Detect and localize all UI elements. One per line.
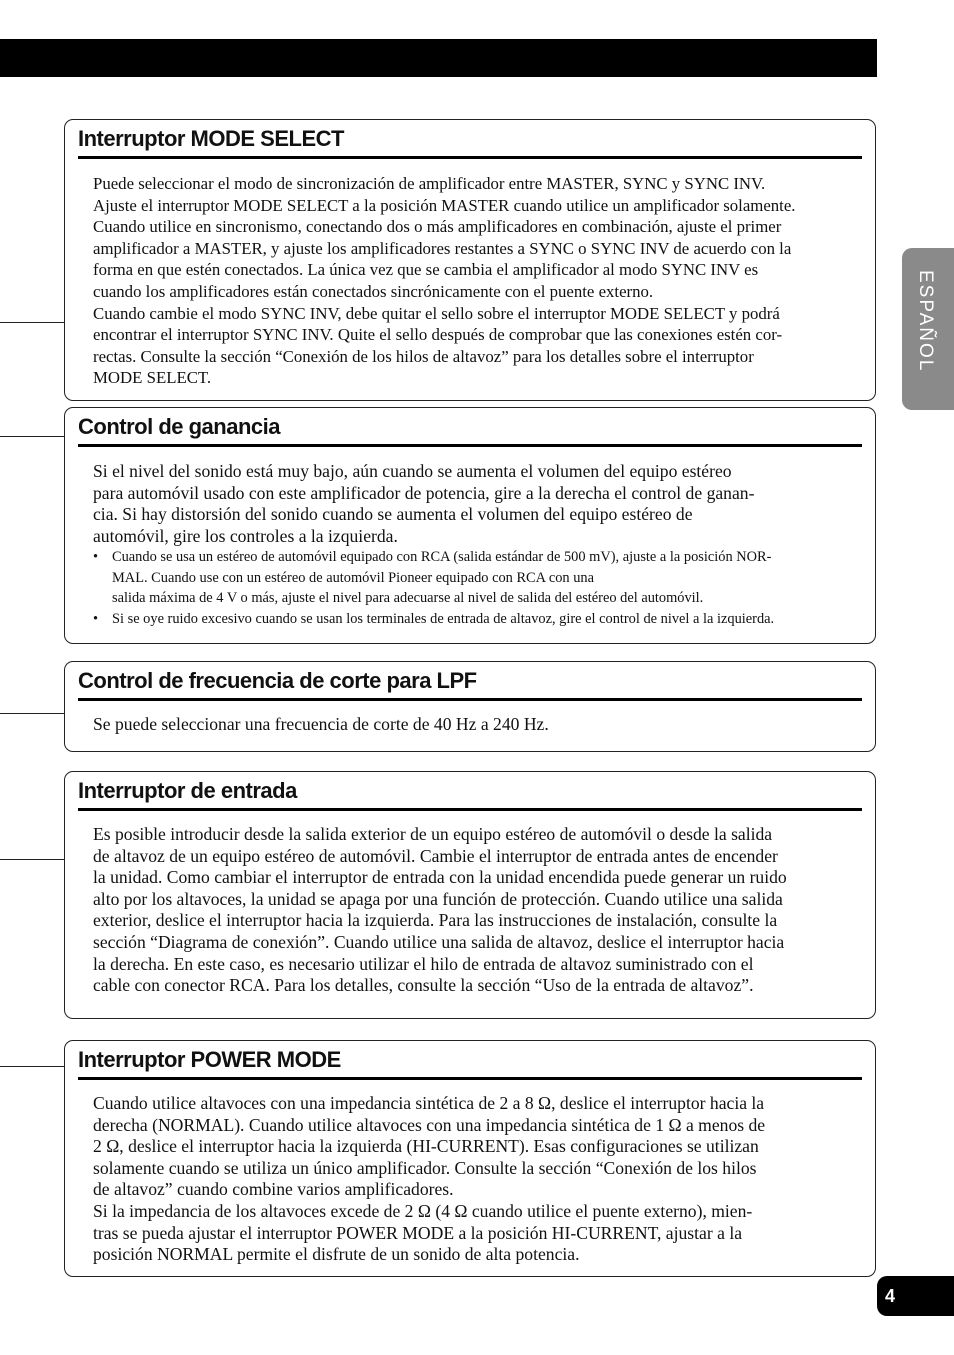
leader-line: [0, 322, 64, 323]
section-title: Interruptor POWER MODE: [78, 1044, 862, 1080]
section-text: Si el nivel del sonido está muy bajo, aún cuando se aumenta el volumen del equipo estéreo para automóvil usado con este amplificador de potencia, gire a la derecha el control de ganan- cia. Si hay distorsión del sonido cuando se aumenta el volumen del equipo estéreo de automóvil, gire los controles a la izquierda.: [93, 461, 755, 546]
section-lpf: [64, 661, 876, 752]
section-body: [93, 824, 867, 997]
section-text: Es posible introducir desde la salida exterior de un equipo estéreo de automóvil o desde la salida de altavoz de un equipo estéreo de automóvil. Cambie el interruptor de entrada antes de encender la unidad. Como cambiar el interruptor de entrada con la unidad encendida puede generar un ruido alto por los altavoces, la unidad se apaga por una función de protección. Cuando utilice una salida exterior, deslice el interruptor hacia la izquierda. Para las instrucciones de instalación, consulte la sección “Diagrama de conexión”. Cuando utilice una salida de altavoz, deslice el interruptor hacia la derecha. En este caso, es necesario utilizar el hilo de entrada de altavoz suministrado con el cable con conector RCA. Para los detalles, consulte la sección “Uso de la entrada de altavoz”.: [93, 824, 787, 996]
leader-line: [0, 859, 64, 860]
language-tab-label: ESPAÑOL: [915, 270, 936, 373]
page-number: 4: [877, 1276, 954, 1316]
leader-line: [0, 436, 64, 437]
section-title: Interruptor MODE SELECT: [78, 123, 862, 159]
leader-line: [0, 1066, 64, 1067]
language-tab: [902, 248, 954, 410]
section-text: Puede seleccionar el modo de sincronización de amplificador entre MASTER, SYNC y SYNC INV. Ajuste el interruptor MODE SELECT a la posición MASTER cuando utilice un amplificador solamente. Cuando utilice en sincronismo, conectando dos o más amplificadores en combinación, ajuste el primer amplificador a MASTER, y ajuste los amplificadores restantes a SYNC o SYNC INV de acuerdo con la forma en que estén conectados. La única vez que se cambia el amplificador al modo SYNC INV es cuando los amplificadores están conectados sincrónicamente con el puente externo. Cuando cambie el modo SYNC INV, debe quitar el sello sobre el interruptor MODE SELECT y podrá encontrar el interruptor SYNC INV. Quite el sello después de comprobar que las conexiones estén cor- rectas. Consulte la sección “Conexión de los hilos de altavoz” para los detalles sobre el interruptor MODE SELECT.: [93, 174, 796, 388]
section-text: Cuando utilice altavoces con una impedancia sintética de 2 a 8 Ω, deslice el interruptor hacia la derecha (NORMAL). Cuando utilice altavoces con una impedancia sintética de 1 Ω a menos de 2 Ω, deslice el interruptor hacia la izquierda (HI-CURRENT). Esas configuraciones se utilizan solamente cuando se utiliza un único amplificador. Consulte la sección “Conexión de los hilos de altavoz” cuando combine varios amplificadores. Si la impedancia de los altavoces excede de 2 Ω (4 Ω cuando utilice el puente externo), mien- tras se pueda ajustar el interruptor POWER MODE a la posición HI-CURRENT, ajustar a la posición NORMAL permite el disfrute de un sonido de alta potencia.: [93, 1093, 766, 1265]
header-bar: [0, 39, 877, 77]
section-mode-select: [64, 119, 876, 401]
section-title: Control de frecuencia de corte para LPF: [78, 665, 862, 701]
section-interruptor-entrada: [64, 771, 876, 1019]
leader-line: [0, 713, 64, 714]
section-body: [93, 173, 867, 389]
section-power-mode: [64, 1040, 876, 1277]
notes-list: [93, 547, 867, 629]
note-item: • Cuando se usa un estéreo de automóvil equipado con RCA (salida estándar de 500 mV), ajuste a la posición NOR- MAL. Cuando use con un estéreo de automóvil Pioneer equipado con RCA con una salida máxima de 4 V o más, ajuste el nivel para adecuarse al nivel de salida del estéreo del automóvil.: [93, 547, 867, 609]
section-title: Interruptor de entrada: [78, 775, 862, 811]
section-body: [93, 1093, 867, 1266]
section-body: [93, 714, 867, 736]
section-title: Control de ganancia: [78, 411, 862, 447]
section-body: [93, 461, 867, 629]
section-control-ganancia: [64, 407, 876, 644]
section-text: Se puede seleccionar una frecuencia de corte de 40 Hz a 240 Hz.: [93, 714, 549, 734]
note-item: • Si se oye ruido excesivo cuando se usan los terminales de entrada de altavoz, gire el control de nivel a la izquierda.: [93, 609, 867, 630]
